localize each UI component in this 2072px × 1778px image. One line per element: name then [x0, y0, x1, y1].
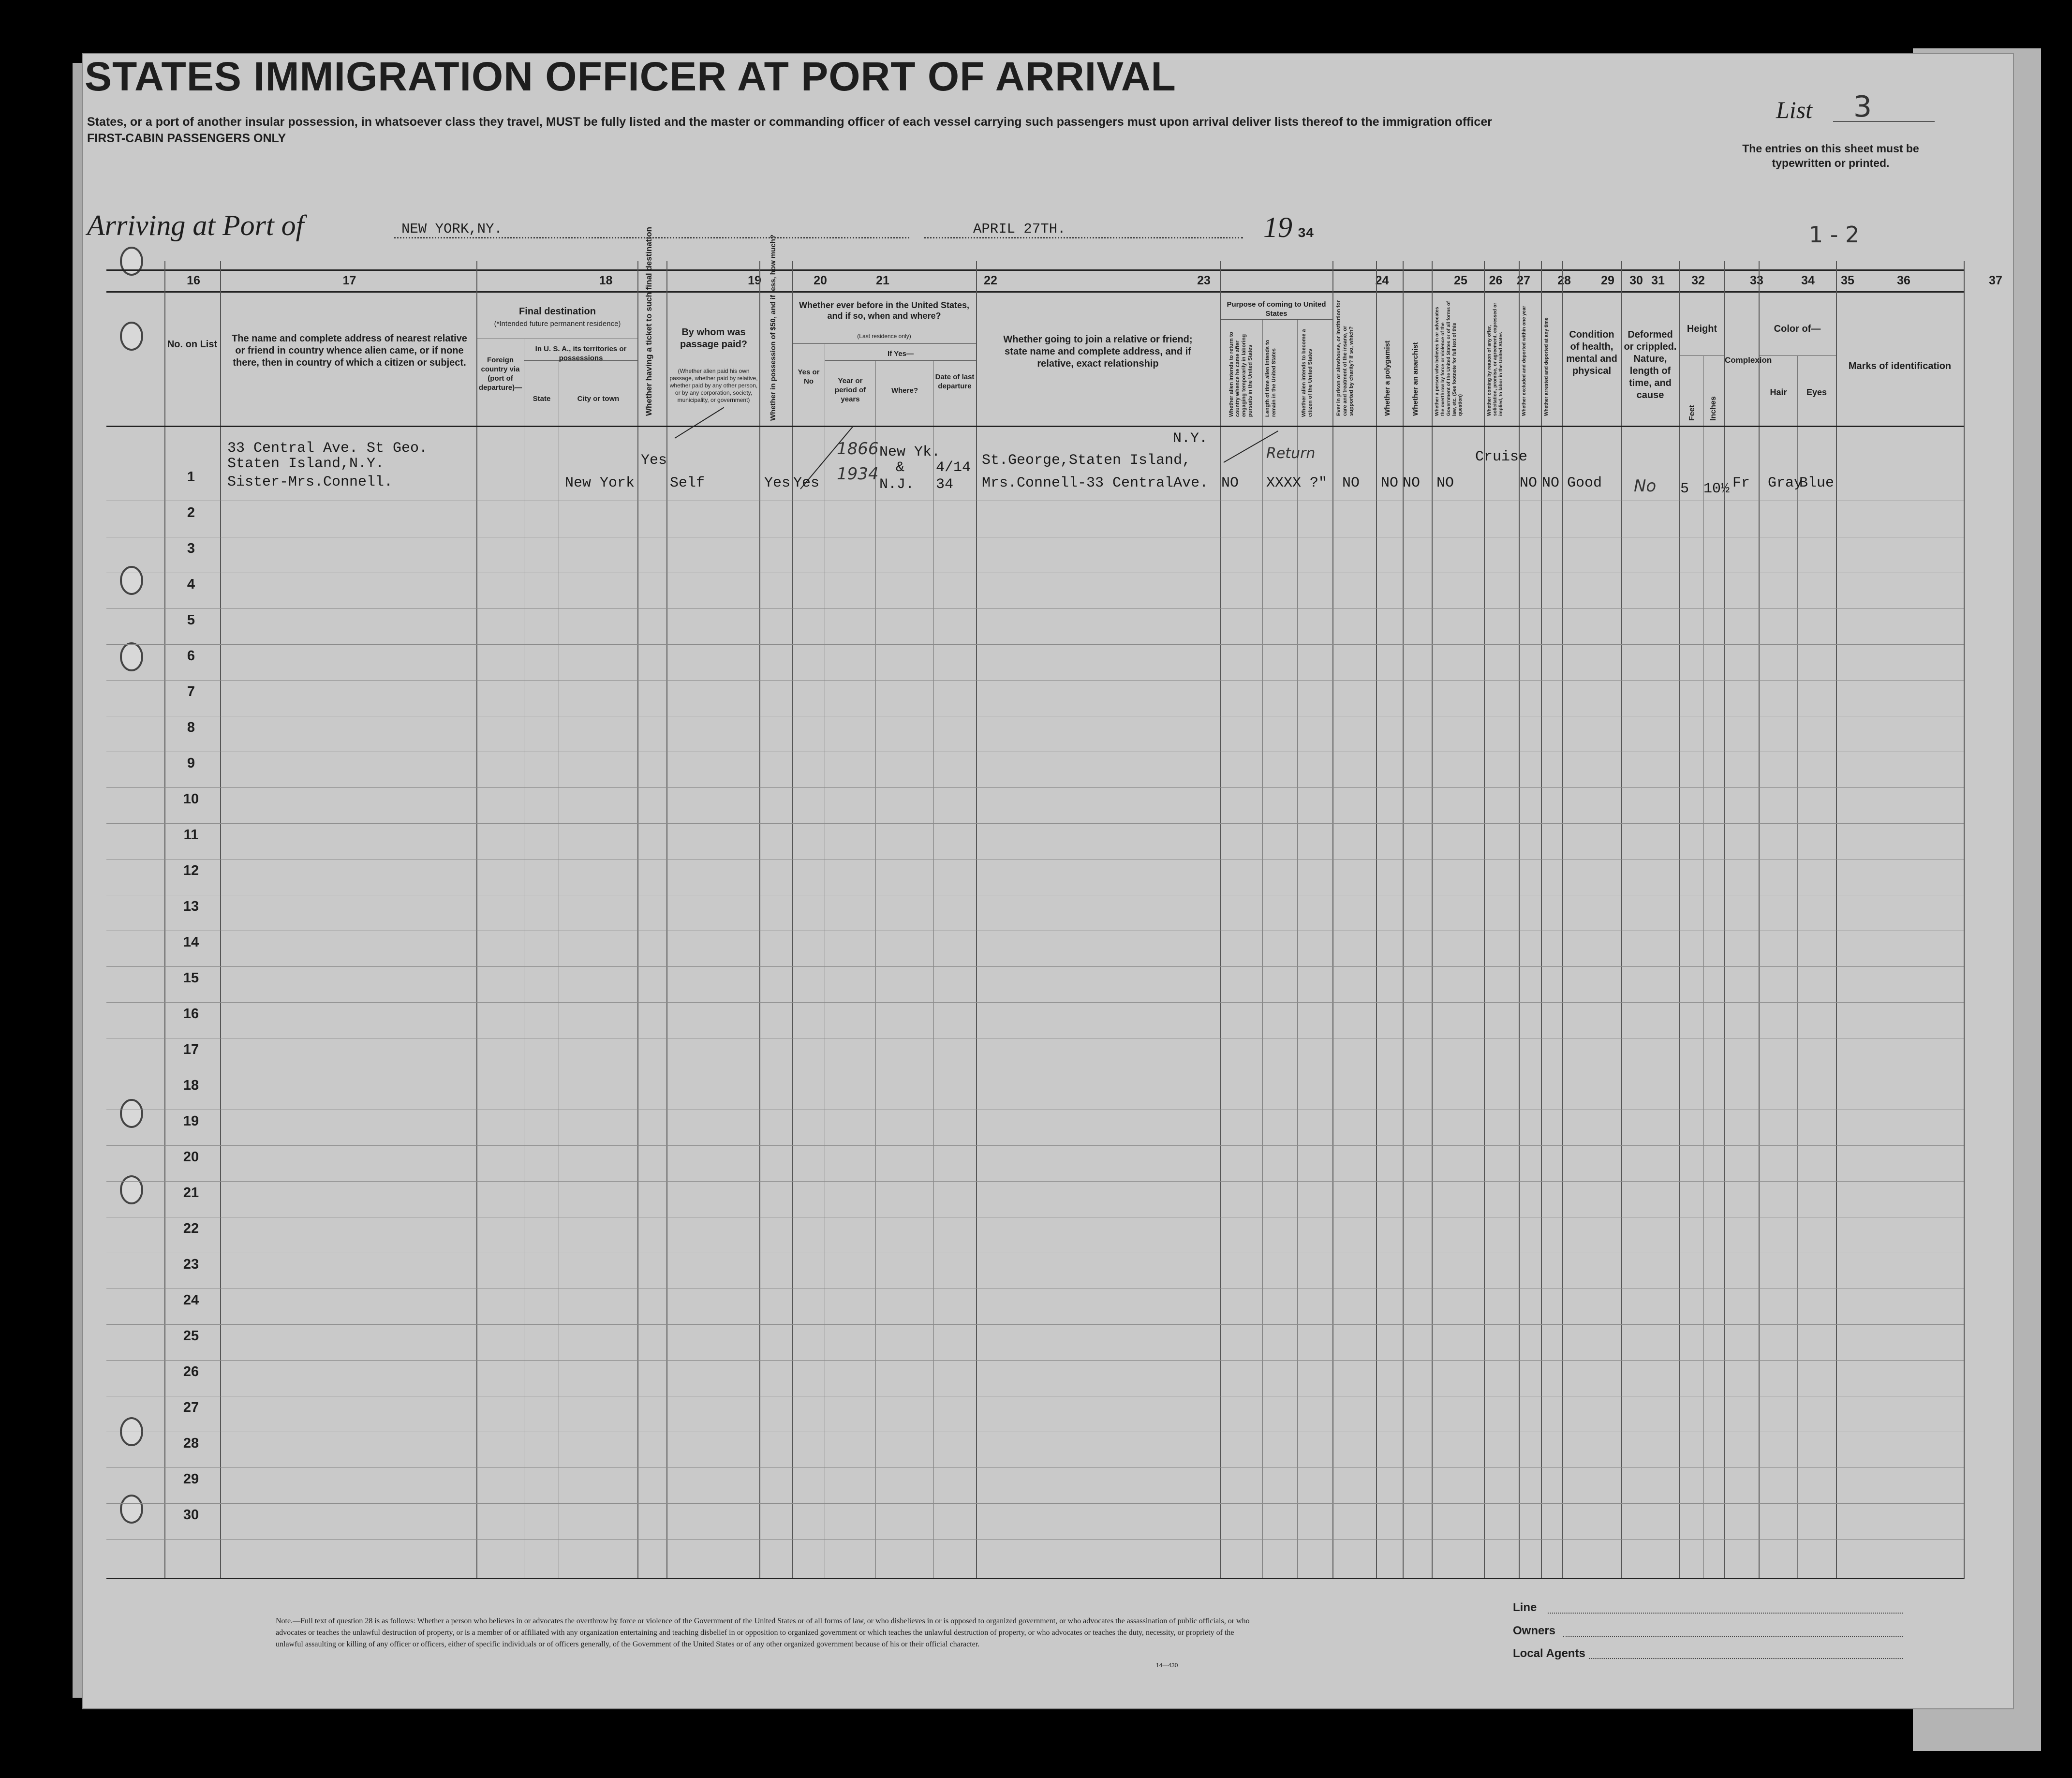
- header-anarchist: Whether an anarchist: [1411, 342, 1420, 416]
- years-handwritten-2: 1934: [837, 464, 879, 484]
- arrested-deported: NO: [1542, 475, 1560, 491]
- intends-return: NO: [1221, 475, 1239, 491]
- question-28-footnote: Note.—Full text of question 28 is as follows: Whether a person who believes in or advocates the overthrow by force or violence of the Government of the United States or of all forms of law, or who disbelieves in or is opposed to organized government, or who advocates the assassination of public officials, or who advocates or teaches the unlawful destruction of property, or is a member of or affiliated with any organization entertaining and teaching disbelief in or opposition to organized government or which teaches the unlawful destruction of property, or who advocates or teaches the duty, necessity, or propriety of the unlawful assaulting or killing of any officer or officers, either of specific individuals or of officers generally, of the Government of the United States or of any other organized government because of his or their official character.: [276, 1617, 1250, 1648]
- header-final-destination: Final destination: [519, 306, 596, 317]
- row-number: 28: [183, 1436, 199, 1451]
- header-foreign-country: Foreign country via (port of departure)—: [478, 356, 522, 392]
- year-suffix: 34: [1298, 226, 1314, 241]
- col-num-29: 29: [1601, 274, 1614, 287]
- join-state: N.Y.: [1173, 430, 1208, 447]
- owners-field: [1563, 1636, 1903, 1637]
- header-marks-identification: Marks of identification: [1848, 361, 1952, 371]
- row-rule: [106, 608, 1964, 609]
- last-departure-line2: 34: [936, 476, 954, 493]
- header-question-29: Whether coming by reason of any offer, solicitation, promise, or agreement, expressed or implied, to labor in the United States: [1487, 303, 1504, 416]
- column-divider: [1376, 261, 1377, 1579]
- header-final-destination-note: (*Intended future permanent residence): [494, 320, 621, 328]
- column-divider: [1403, 261, 1404, 1579]
- row-rule: [106, 1181, 1964, 1182]
- col-num-34: 34: [1801, 274, 1815, 287]
- line-label: Line: [1513, 1601, 1537, 1614]
- header-intends-return: Whether alien intends to return to country whence he came after engaging temporarily in laboring pursuits in the United States: [1228, 331, 1253, 417]
- header-polygamist: Whether a polygamist: [1383, 341, 1391, 416]
- column-divider: [1432, 261, 1433, 1579]
- join-address-line2: Mrs.Connell-33 CentralAve.: [982, 475, 1209, 491]
- column-number-strip: [106, 269, 2002, 293]
- column-divider: [1332, 261, 1333, 1579]
- col-num-25: 25: [1454, 274, 1467, 287]
- header-arrested-deported: Whether arrested and deported at any time: [1544, 317, 1549, 416]
- row-number: 2: [187, 505, 195, 520]
- row-number: 26: [183, 1364, 199, 1379]
- owners-label: Owners: [1513, 1624, 1556, 1637]
- excluded-deported: NO: [1520, 475, 1538, 491]
- row-rule: [106, 1467, 1964, 1468]
- row-number: 20: [183, 1149, 199, 1165]
- row-number: 24: [183, 1292, 199, 1308]
- polygamist: NO: [1381, 475, 1399, 491]
- local-agents-field: [1589, 1658, 1903, 1659]
- deformed-handwritten: No: [1634, 476, 1657, 496]
- row-number: 30: [183, 1507, 199, 1523]
- col-num-33: 33: [1750, 274, 1763, 287]
- header-feet: Feet: [1688, 405, 1696, 421]
- row-number: 13: [183, 899, 199, 914]
- row-number: 27: [183, 1400, 199, 1415]
- row-number: 21: [183, 1185, 199, 1200]
- years-handwritten-1: 1866: [837, 439, 879, 459]
- header-excluded-deported: Whether excluded and deported within one year: [1522, 306, 1527, 416]
- header-if-yes: If Yes—: [888, 350, 914, 358]
- where-line3: N.J.: [879, 476, 915, 493]
- header-join-relative: Whether going to join a relative or friend; state name and complete address, and if relative, exact relationship: [1003, 334, 1193, 369]
- port-value: NEW YORK,NY.: [401, 221, 503, 237]
- row-number: 11: [183, 827, 199, 843]
- header-ticket: Whether having a ticket to such final destination: [644, 226, 653, 416]
- question-28: NO: [1436, 475, 1454, 491]
- row-number: 9: [187, 756, 195, 771]
- row-number: 17: [183, 1042, 199, 1057]
- header-height: Height: [1687, 324, 1717, 334]
- col-num-36: 36: [1897, 274, 1910, 287]
- col-num-19: 19: [748, 274, 761, 287]
- column-divider: [1562, 261, 1563, 1579]
- header-prison-almshouse: Ever in prison or almshouse, or institution for care and treatment of the insane, or supported by charity? If so, which?: [1336, 300, 1354, 416]
- column-divider: [1220, 261, 1221, 1579]
- row-rule: [106, 680, 1964, 681]
- header-no-on-list: No. on List: [167, 339, 218, 350]
- anarchist: NO: [1403, 475, 1421, 491]
- line-field: [1548, 1613, 1903, 1614]
- header-ever-before-note: (Last residence only): [857, 333, 911, 340]
- list-label: List: [1776, 96, 1813, 123]
- subheader-rule: [792, 343, 976, 344]
- list-underline: [1833, 121, 1935, 122]
- col-num-23: 23: [1197, 274, 1211, 287]
- header-intends-citizen: Whether alien intends to become a citizen of the United States: [1301, 329, 1313, 417]
- column-divider: [1262, 319, 1263, 1579]
- column-divider: [220, 261, 221, 1579]
- has-fifty-dollars: Yes: [764, 475, 791, 491]
- column-divider: [164, 261, 165, 1579]
- column-divider: [875, 360, 876, 1579]
- punch-hole: [120, 642, 143, 671]
- col-num-22: 22: [984, 274, 997, 287]
- header-complexion: Complexion: [1725, 356, 1772, 365]
- corner-handwritten-mark: 1 - 2: [1809, 222, 1860, 248]
- header-state: State: [533, 395, 551, 403]
- row-rule: [106, 1002, 1964, 1003]
- row-number: 8: [187, 720, 195, 735]
- complexion: Fr: [1732, 475, 1750, 491]
- relative-relationship: Sister-Mrs.Connell.: [227, 474, 393, 490]
- header-fifty-dollars: Whether in possession of $50, and if less, how much?: [769, 234, 777, 421]
- date-value: APRIL 27TH.: [973, 221, 1066, 237]
- col-num-27: 27: [1517, 274, 1530, 287]
- row-number: 22: [183, 1221, 199, 1236]
- row-number: 12: [183, 863, 199, 878]
- column-divider: [1679, 261, 1680, 1579]
- destination-city: New York: [565, 475, 635, 491]
- punch-hole: [120, 1495, 143, 1524]
- prison: NO: [1342, 475, 1360, 491]
- row-number: 16: [183, 1006, 199, 1022]
- paid-by: Self: [670, 475, 705, 491]
- relative-address-line1: 33 Central Ave. St Geo.: [227, 440, 428, 457]
- column-divider: [792, 261, 793, 1579]
- header-bottom-rule: [106, 426, 1964, 427]
- column-divider: [1724, 261, 1725, 1579]
- row-rule: [106, 1145, 1964, 1146]
- height-feet: 5: [1680, 481, 1689, 497]
- relative-address-line2: Staten Island,N.Y.: [227, 456, 385, 472]
- row-rule: [106, 823, 1964, 824]
- row-number: 14: [183, 934, 199, 950]
- last-departure-line1: 4/14: [936, 459, 971, 476]
- row-number: 29: [183, 1471, 199, 1487]
- length-of-stay: XXXX ?": [1266, 475, 1328, 491]
- column-divider: [1621, 261, 1622, 1579]
- row-rule: [106, 787, 1964, 788]
- where-line2: &: [896, 459, 905, 476]
- list-number: 3: [1853, 90, 1872, 124]
- column-divider: [933, 360, 934, 1579]
- header-passage-paid: By whom was passage paid?: [680, 327, 747, 350]
- health: Good: [1567, 475, 1602, 491]
- row-rule: [106, 966, 1964, 967]
- row-number: 4: [187, 577, 195, 592]
- row-number: 3: [187, 541, 195, 556]
- col-num-32: 32: [1691, 274, 1705, 287]
- col-num-20: 20: [814, 274, 827, 287]
- has-ticket: Yes: [641, 452, 667, 469]
- eye-color: Blue: [1799, 475, 1835, 491]
- header-inches: Inches: [1709, 396, 1717, 421]
- form-instructions: States, or a port of another insular possession, in whatsoever class they travel, MUST be fully listed and the master or commanding officer of each vessel carrying such passengers must upon arrival deliver lists thereof to the immigration officer: [87, 115, 1492, 129]
- row-number: 10: [183, 791, 199, 807]
- column-divider: [1759, 261, 1760, 1579]
- header-in-usa: In U. S. A., its territories or possessions: [535, 345, 627, 362]
- col-num-35: 35: [1841, 274, 1854, 287]
- header-nearest-relative: The name and complete address of nearest relative or friend in country whence alien came, or if none there, then in country of which a citizen or subject.: [232, 333, 467, 368]
- date-dotted-line: [924, 237, 1243, 238]
- row-number: 6: [187, 648, 195, 664]
- col-num-28: 28: [1557, 274, 1571, 287]
- row-number: 1: [187, 469, 195, 485]
- col-num-24: 24: [1375, 274, 1389, 287]
- header-date-last-departure: Date of last departure: [935, 373, 975, 390]
- punch-hole: [120, 1175, 143, 1204]
- table-bottom-rule: [106, 1578, 1964, 1579]
- subheader-rule: [1220, 319, 1332, 320]
- col-num-17: 17: [342, 274, 356, 287]
- col-num-31: 31: [1651, 274, 1665, 287]
- height-inches: 10½: [1703, 481, 1730, 497]
- column-divider: [1297, 319, 1298, 1579]
- row-number: 19: [183, 1113, 199, 1129]
- row-number: 18: [183, 1078, 199, 1093]
- header-yes-or-no: Yes or No: [798, 368, 820, 385]
- col-num-16: 16: [187, 274, 200, 287]
- header-deformed: Deformed or crippled. Nature, length of time, and cause: [1624, 329, 1677, 400]
- row-rule: [106, 1360, 1964, 1361]
- col-num-37: 37: [1989, 274, 2002, 287]
- hair-color: Gray: [1768, 475, 1803, 491]
- column-divider: [637, 261, 638, 1579]
- header-year-or-period: Year or period of years: [834, 377, 866, 403]
- punch-hole: [120, 322, 143, 351]
- column-divider: [476, 261, 477, 1579]
- form-number: 14—430: [1156, 1662, 1178, 1669]
- row-number: 5: [187, 612, 195, 628]
- punch-hole: [120, 566, 143, 595]
- col-num-21: 21: [876, 274, 889, 287]
- column-divider: [759, 261, 760, 1579]
- form-title: STATES IMMIGRATION OFFICER AT PORT OF ARRIVAL: [85, 54, 1176, 99]
- header-eyes: Eyes: [1806, 387, 1827, 397]
- column-divider: [1964, 261, 1965, 1579]
- row-rule: [106, 1503, 1964, 1504]
- punch-hole: [120, 1099, 143, 1128]
- row-number: 15: [183, 970, 199, 986]
- col-num-30: 30: [1629, 274, 1643, 287]
- where-line1: New Yk.: [879, 444, 941, 460]
- header-health: Condition of health, mental and physical: [1566, 329, 1617, 376]
- header-city-or-town: City or town: [577, 395, 620, 403]
- year-prefix: 19: [1263, 211, 1292, 243]
- row-rule: [106, 1324, 1964, 1325]
- header-purpose: Purpose of coming to United States: [1227, 300, 1326, 318]
- local-agents-label: Local Agents: [1513, 1647, 1585, 1660]
- arriving-label: Arriving at Port of: [87, 209, 304, 241]
- passenger-class: FIRST-CABIN PASSENGERS ONLY: [87, 132, 286, 145]
- join-address-line1: St.George,Staten Island,: [982, 452, 1191, 469]
- header-passage-paid-note: (Whether alien paid his own passage, whether paid by relative, whether paid by any other person, or by any corporation, society, municipality, or government): [669, 368, 758, 403]
- row-rule: [106, 1539, 1964, 1540]
- col-num-26: 26: [1489, 274, 1503, 287]
- column-divider: [1541, 261, 1542, 1579]
- row-rule: [106, 644, 1964, 645]
- column-divider: [976, 261, 977, 1579]
- header-question-28: Whether a person who believes in or advocates the overthrow by force or violence of the Government of the United States or of all forms of law, etc. (See footnote for full text of this question): [1435, 301, 1463, 416]
- typewritten-notice: The entries on this sheet must be typewritten or printed.: [1742, 142, 1919, 169]
- col-num-18: 18: [599, 274, 613, 287]
- purpose-cruise: Cruise: [1475, 449, 1528, 465]
- header-ever-before: Whether ever before in the United States, and if so, when and where?: [799, 300, 970, 321]
- row-number: 7: [187, 684, 195, 699]
- column-divider: [1836, 261, 1837, 1579]
- row-number: 25: [183, 1328, 199, 1344]
- purpose-handwritten: Return: [1266, 445, 1316, 462]
- subheader-rule: [825, 360, 976, 361]
- header-where: Where?: [891, 386, 918, 395]
- header-color-of: Color of—: [1774, 324, 1821, 334]
- header-hair: Hair: [1770, 387, 1787, 397]
- row-number: 23: [183, 1257, 199, 1272]
- header-length-of-stay: Length of time alien intends to remain in the United States: [1265, 340, 1277, 417]
- ever-before-yes-no: Yes: [793, 475, 820, 491]
